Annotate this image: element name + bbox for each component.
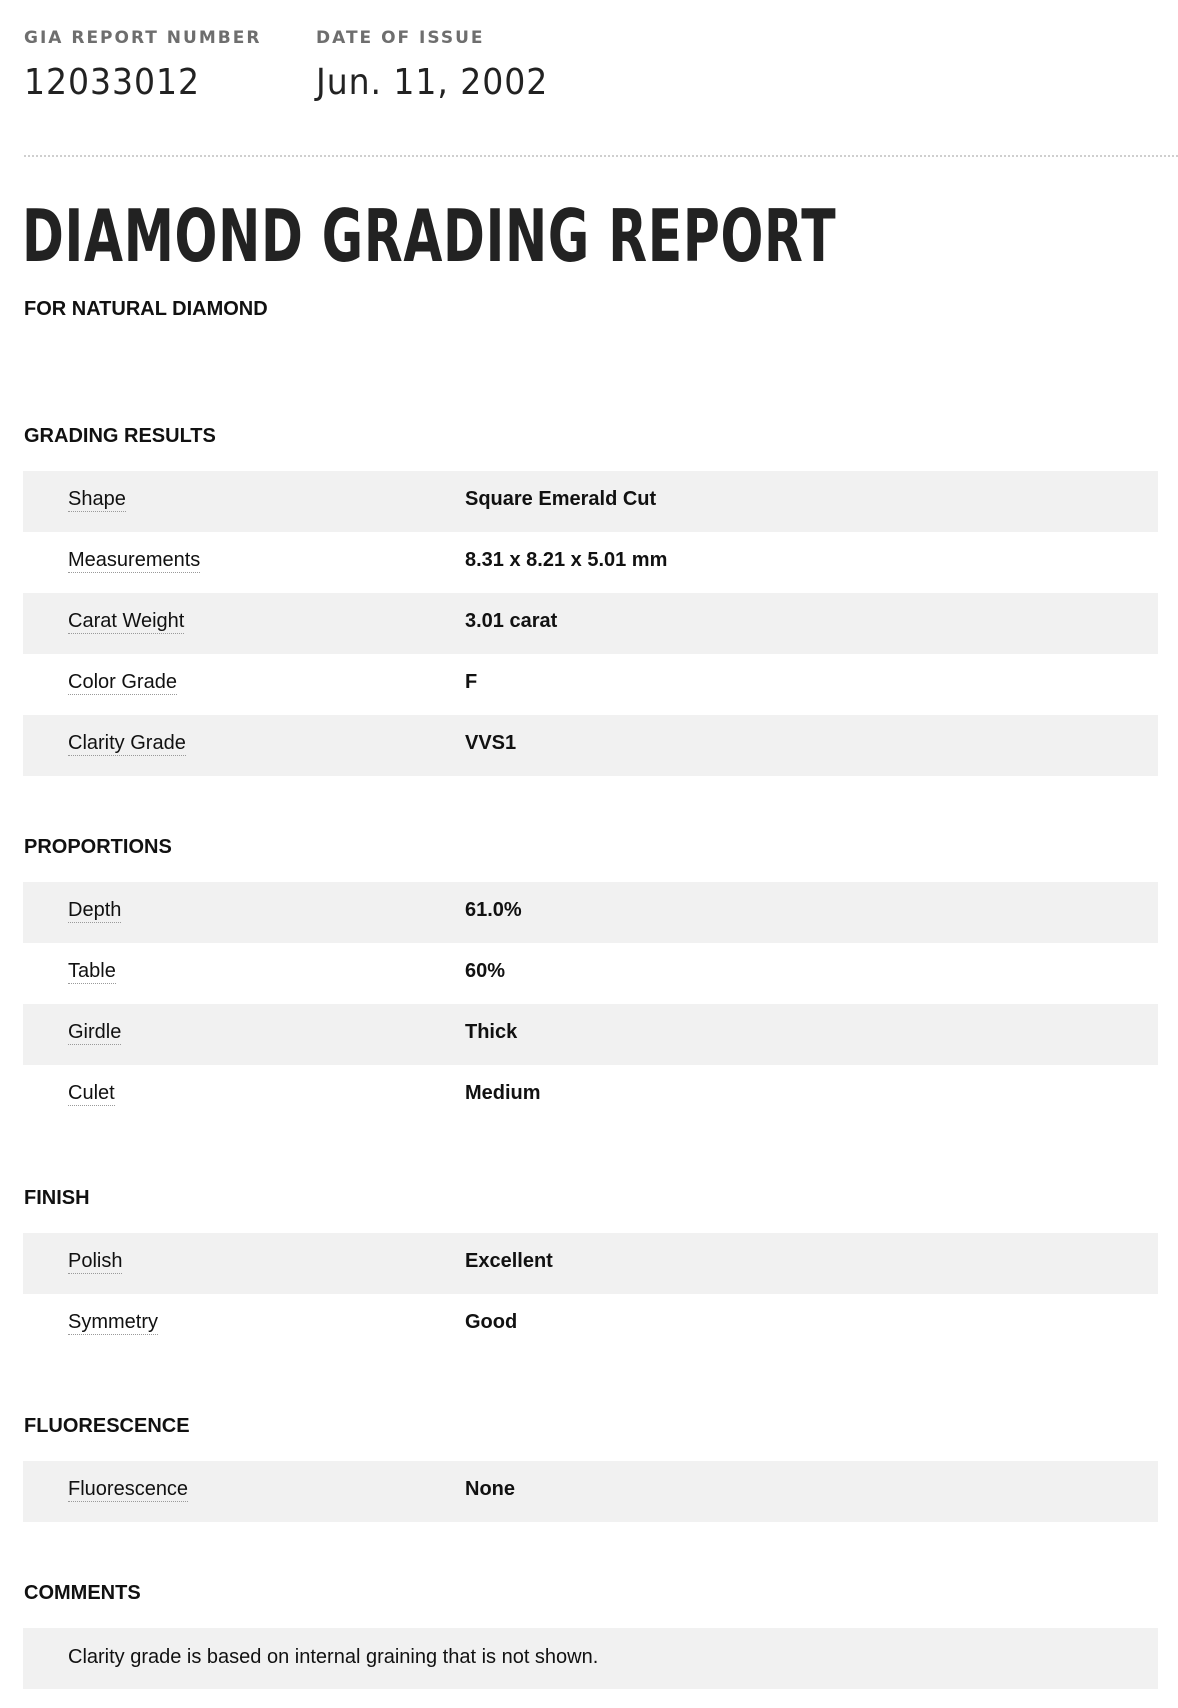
date-of-issue: Jun. 11, 2002 — [316, 62, 549, 103]
fluorescence-table — [23, 1461, 1158, 1522]
report-number-label: GIA REPORT NUMBER — [24, 28, 262, 48]
finish-heading: FINISH — [24, 1187, 90, 1209]
page-subtitle: FOR NATURAL DIAMOND — [24, 298, 268, 320]
proportions-table — [23, 882, 1158, 1126]
finish-table — [23, 1233, 1158, 1355]
row-value: Good — [465, 1311, 518, 1333]
table-row — [23, 1065, 1158, 1126]
row-label[interactable]: Color Grade — [68, 671, 177, 693]
table-row — [23, 715, 1158, 776]
table-row — [23, 471, 1158, 532]
row-value: VVS1 — [465, 732, 517, 754]
table-row — [23, 1461, 1158, 1522]
table-row — [23, 593, 1158, 654]
row-value: 60% — [465, 960, 506, 982]
row-label[interactable]: Polish — [68, 1250, 123, 1272]
row-value: Thick — [465, 1021, 518, 1043]
row-value: Square Emerald Cut — [465, 488, 657, 510]
proportions-heading: PROPORTIONS — [24, 836, 172, 858]
row-label[interactable]: Shape — [68, 488, 126, 510]
table-row — [23, 532, 1158, 593]
comments-box — [23, 1628, 1158, 1689]
row-value: 8.31 x 8.21 x 5.01 mm — [465, 549, 668, 571]
row-label[interactable]: Symmetry — [68, 1311, 158, 1333]
grading-results-table — [23, 471, 1158, 776]
table-row — [23, 943, 1158, 1004]
row-label[interactable]: Measurements — [68, 549, 201, 571]
row-label[interactable]: Fluorescence — [68, 1478, 189, 1500]
table-row — [23, 1294, 1158, 1355]
report-number-block — [24, 28, 261, 103]
table-row — [23, 1233, 1158, 1294]
row-label[interactable]: Girdle — [68, 1021, 122, 1043]
comments-heading: COMMENTS — [24, 1582, 141, 1604]
row-label[interactable]: Table — [68, 960, 116, 982]
table-row — [23, 1004, 1158, 1065]
row-value: Medium — [465, 1082, 541, 1104]
row-label[interactable]: Depth — [68, 899, 122, 921]
row-label[interactable]: Carat Weight — [68, 610, 185, 632]
row-label[interactable]: Clarity Grade — [68, 732, 186, 754]
grading-results-heading: GRADING RESULTS — [24, 425, 216, 447]
row-value: 61.0% — [465, 899, 522, 921]
header-divider — [24, 155, 1178, 157]
table-row — [23, 882, 1158, 943]
comment-text: Clarity grade is based on internal graining that is not shown. — [68, 1646, 599, 1668]
report-number: 12033012 — [24, 62, 200, 103]
date-label: DATE OF ISSUE — [316, 28, 485, 48]
page-title: DIAMOND GRADING REPORT — [22, 194, 837, 278]
table-row — [23, 654, 1158, 715]
row-value: 3.01 carat — [465, 610, 558, 632]
row-value: F — [465, 671, 478, 693]
row-value: Excellent — [465, 1250, 553, 1272]
row-value: None — [465, 1478, 515, 1500]
row-label[interactable]: Culet — [68, 1082, 115, 1104]
date-block — [316, 28, 568, 103]
fluorescence-heading: FLUORESCENCE — [24, 1415, 190, 1437]
